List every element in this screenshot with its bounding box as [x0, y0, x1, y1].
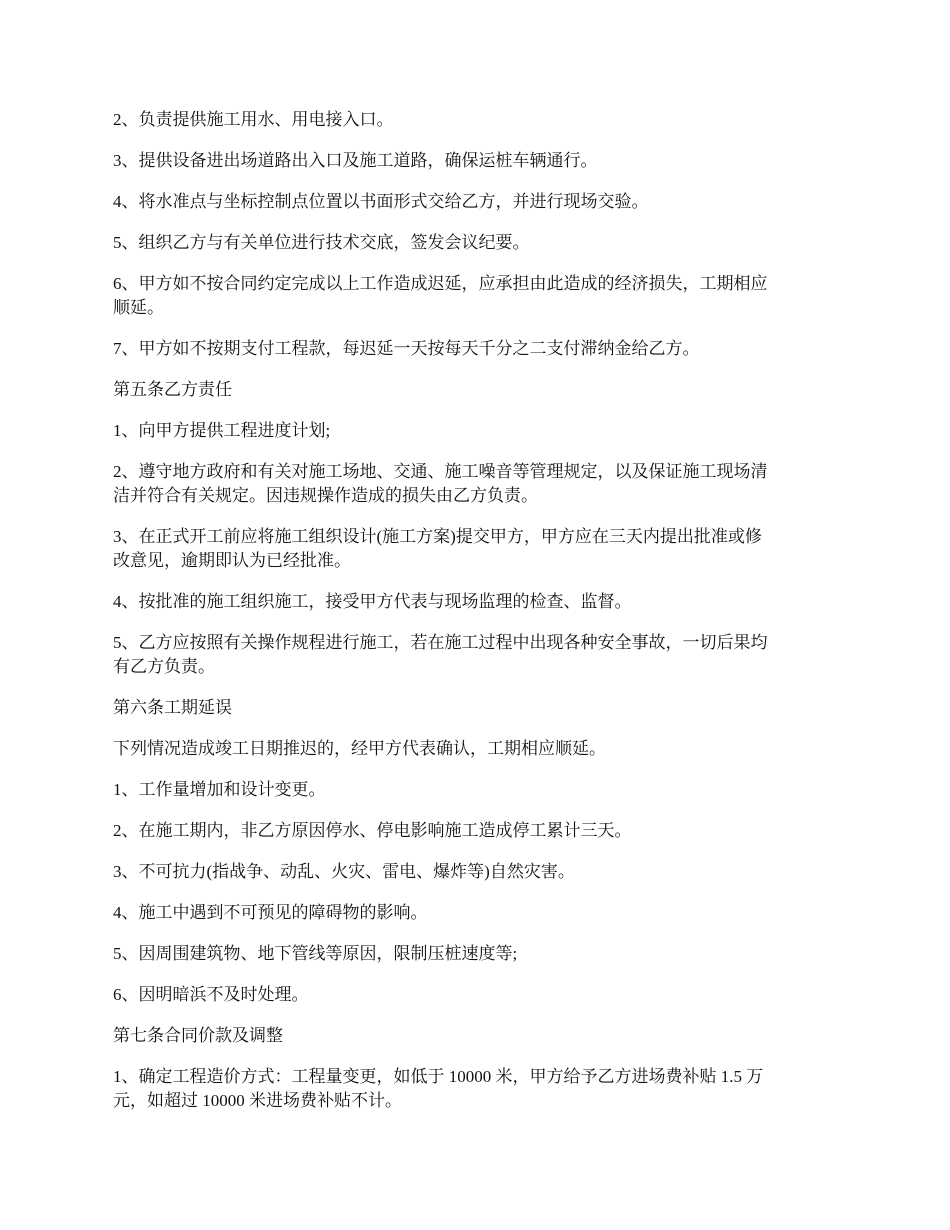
- section-heading-article7: 第七条合同价款及调整: [113, 1026, 283, 1045]
- paragraph-p4-item7: 7、甲方如不按期支付工程款，每迟延一天按每天千分之二支付滞纳金给乙方。: [113, 339, 700, 358]
- paragraph-p6-item3: 3、不可抗力(指战争、动乱、火灾、雷电、爆炸等)自然灾害。: [113, 862, 575, 881]
- paragraph-p6-item1: 1、工作量增加和设计变更。: [113, 780, 326, 799]
- paragraph-p5-item3: 3、在正式开工前应将施工组织设计(施工方案)提交甲方，甲方应在三天内提出批准或修 改意见，逾期即认为已经批准。: [113, 527, 762, 570]
- paragraph-p6-item6: 6、因明暗浜不及时处理。: [113, 985, 309, 1004]
- paragraph-p4-item2: 2、负责提供施工用水、用电接入口。: [113, 110, 394, 129]
- section-heading-article5: 第五条乙方责任: [113, 380, 232, 399]
- paragraph-p4-item5: 5、组织乙方与有关单位进行技术交底，签发会议纪要。: [113, 233, 530, 252]
- paragraph-p4-item6: 6、甲方如不按合同约定完成以上工作造成迟延，应承担由此造成的经济损失，工期相应 顺延。: [113, 274, 768, 317]
- paragraph-p6-item5: 5、因周围建筑物、地下管线等原因，限制压桩速度等;: [113, 944, 518, 963]
- paragraph-p7-item1: 1、确定工程造价方式：工程量变更，如低于 10000 米，甲方给予乙方进场费补贴 1.5 万 元，如超过 10000 米进场费补贴不计。: [113, 1067, 764, 1110]
- paragraph-p5-item2: 2、遵守地方政府和有关对施工场地、交通、施工噪音等管理规定，以及保证施工现场清 洁并符合有关规定。因违规操作造成的损失由乙方负责。: [113, 462, 768, 505]
- paragraph-p5-item5: 5、乙方应按照有关操作规程进行施工，若在施工过程中出现各种安全事故，一切后果均 有乙方负责。: [113, 633, 768, 676]
- paragraph-p4-item3: 3、提供设备进出场道路出入口及施工道路，确保运桩车辆通行。: [113, 151, 598, 170]
- section-heading-article6: 第六条工期延误: [113, 698, 232, 717]
- paragraph-p6-item4: 4、施工中遇到不可预见的障碍物的影响。: [113, 903, 428, 922]
- paragraph-p6-item2: 2、在施工期内，非乙方原因停水、停电影响施工造成停工累计三天。: [113, 821, 632, 840]
- paragraph-p5-item4: 4、按批准的施工组织施工，接受甲方代表与现场监理的检查、监督。: [113, 592, 632, 611]
- paragraph-p5-item1: 1、向甲方提供工程进度计划;: [113, 421, 331, 440]
- document-body: [113, 108, 833, 1130]
- paragraph-p6-intro: 下列情况造成竣工日期推迟的，经甲方代表确认，工期相应顺延。: [113, 739, 606, 758]
- paragraph-p4-item4: 4、将水准点与坐标控制点位置以书面形式交给乙方，并进行现场交验。: [113, 192, 649, 211]
